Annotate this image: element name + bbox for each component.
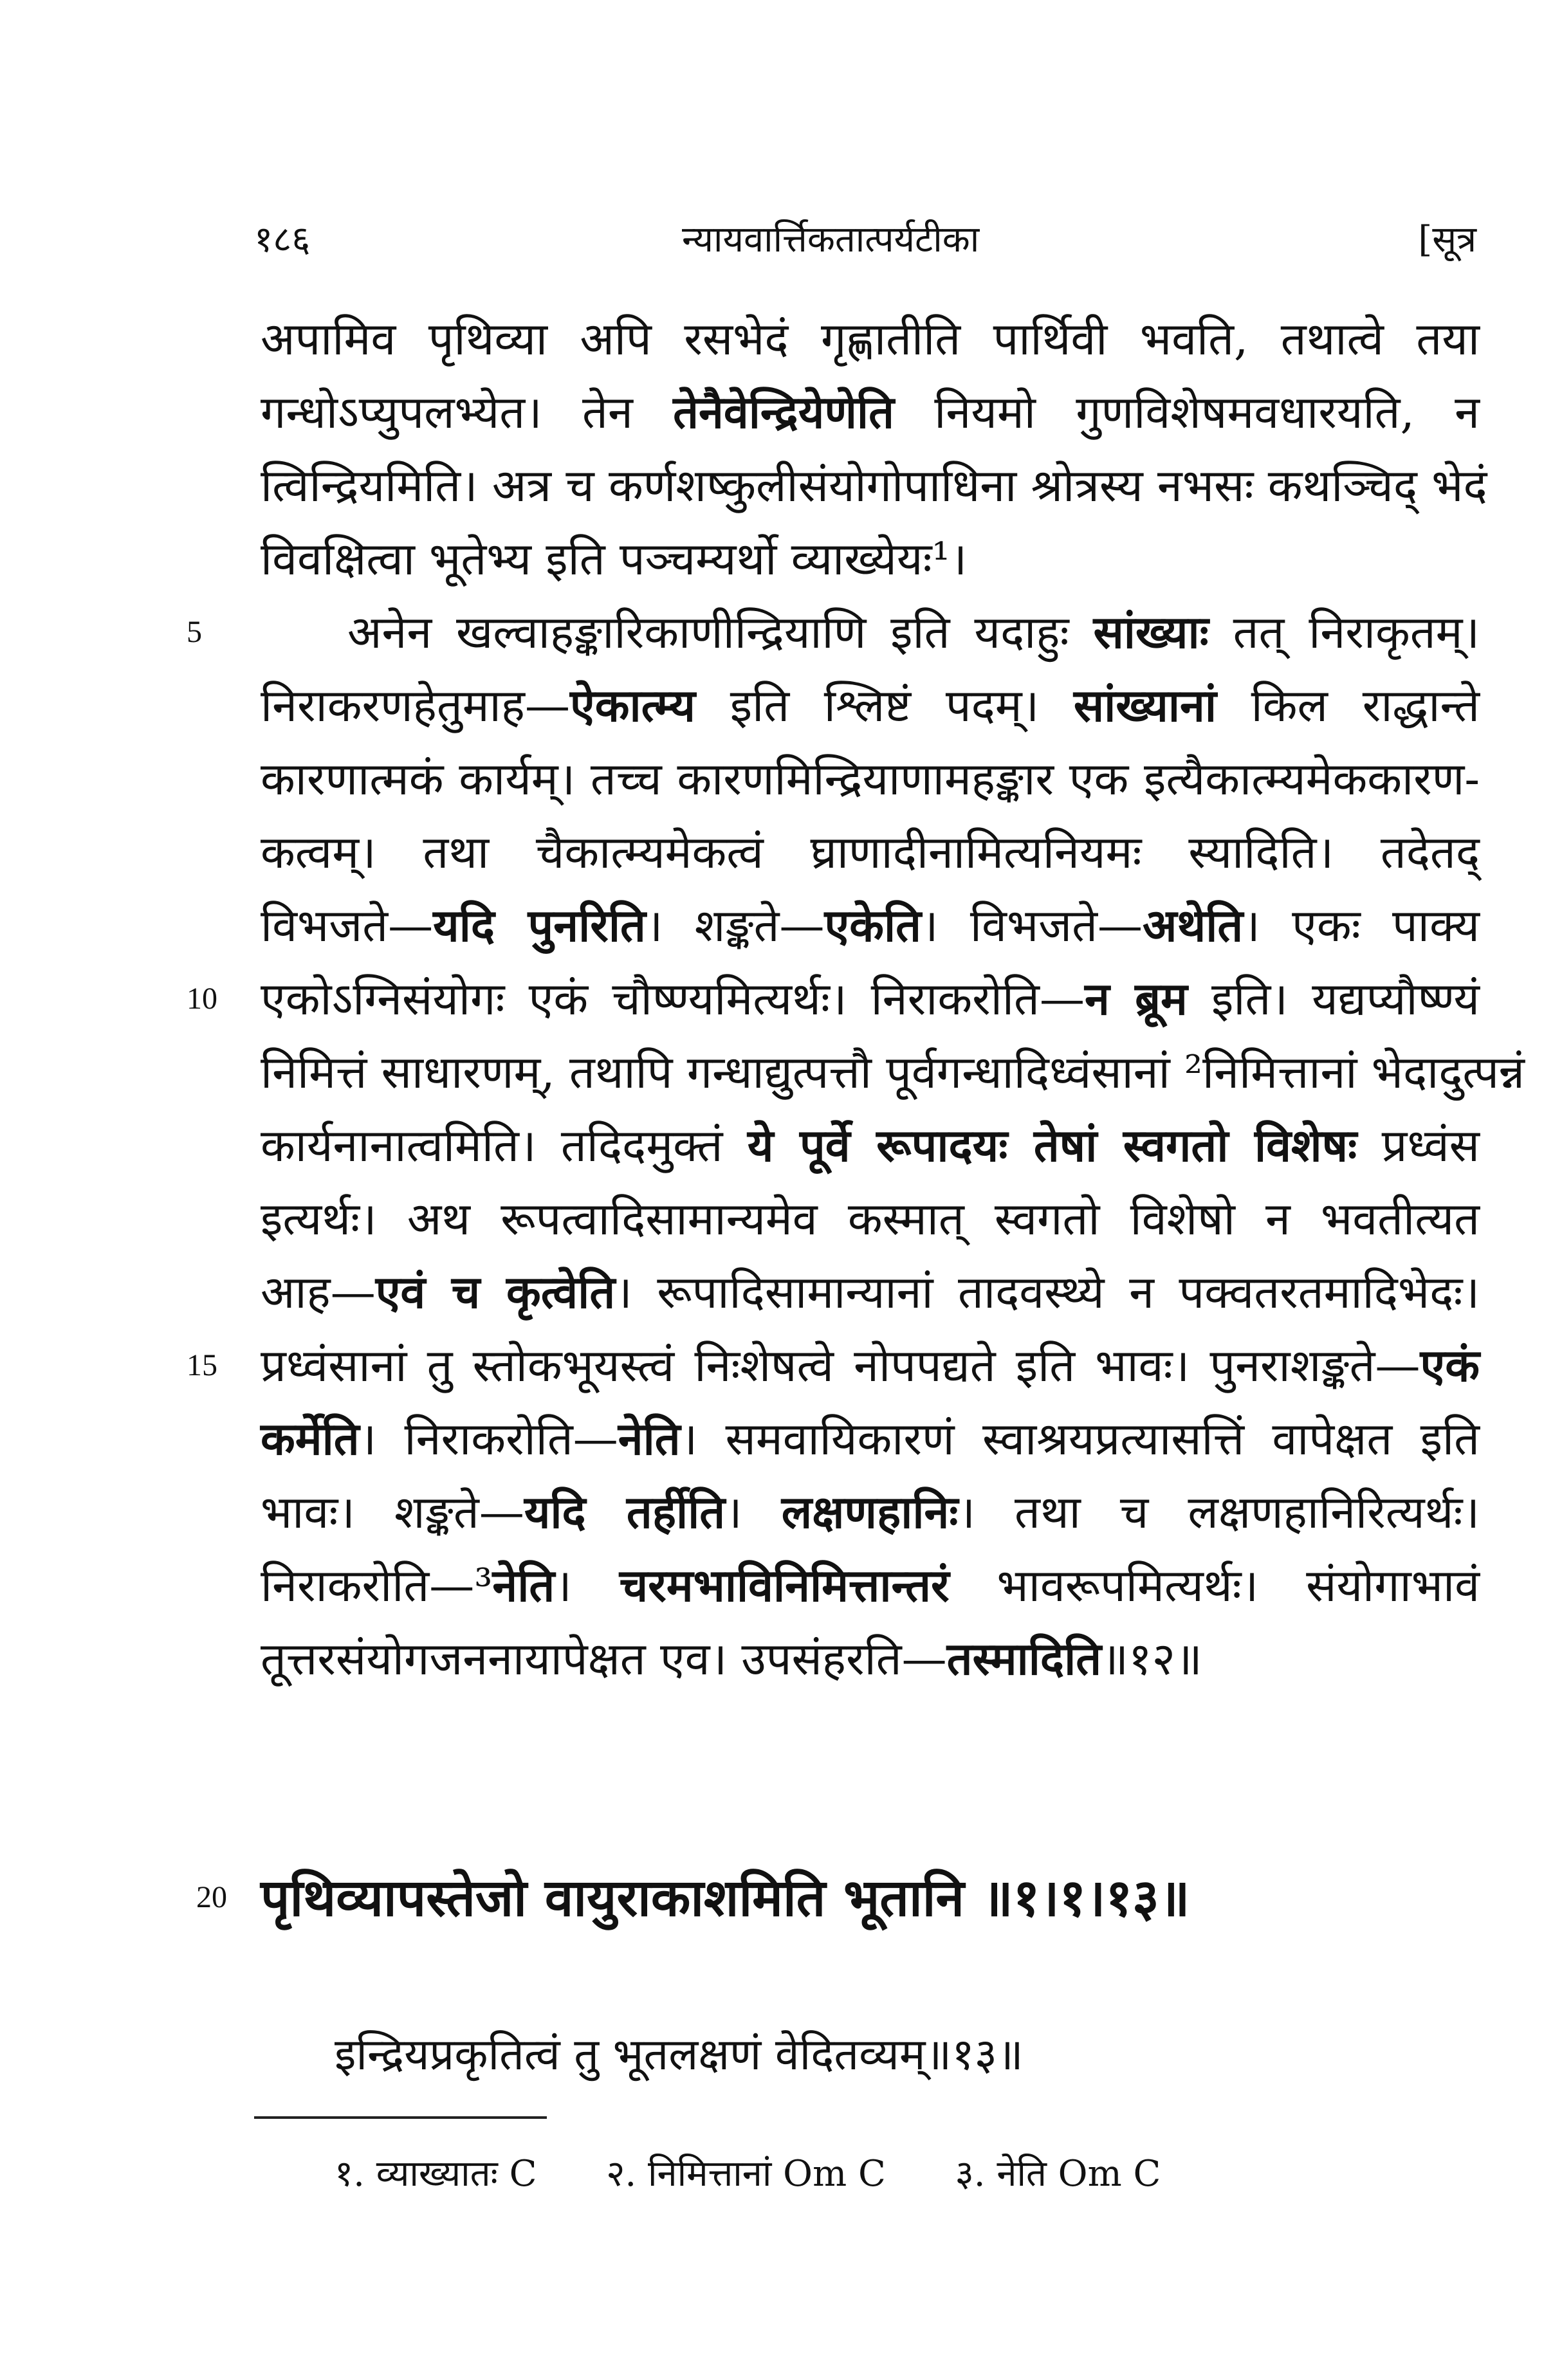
sutra-text: पृथिव्यापस्तेजो वायुराकाशमिति भूतानि ॥१।१।१३॥ — [261, 1867, 1190, 1928]
text-line: कर्मेति। निराकरोति—नेति। समवायिकारणं स्वाश्रयप्रत्यासत्तिं वापेक्षत इति — [261, 1412, 1480, 1465]
text-line: आह—एवं च कृत्वेति। रूपादिसामान्यानां तादवस्थ्ये न पक्वतरतमादिभेदः। — [261, 1265, 1480, 1319]
footnote-divider — [254, 2116, 547, 2119]
running-title: न्यायवार्त्तिकतात्पर्यटीका — [682, 219, 980, 261]
text-line: 15 प्रध्वंसानां तु स्तोकभूयस्त्वं निःशेषत्वे नोपपद्यते इति भावः। पुनराशङ्कते—एकं — [261, 1329, 1480, 1402]
commentary-body — [187, 302, 1525, 1696]
text-line: कारणात्मकं कार्यम्। तच्च कारणमिन्द्रियाणामहङ्कार एक इत्यैकात्म्यमेककारण- — [261, 753, 1480, 805]
sutra-heading — [196, 1853, 1419, 1943]
section-label: [सूत्र — [1418, 219, 1476, 261]
text-line: तूत्तरसंयोगजननायापेक्षत एव। उपसंहरति—तस्मादिति॥१२॥ — [261, 1632, 1202, 1685]
line-number: 15 — [187, 1348, 217, 1382]
footnotes — [335, 2142, 1364, 2206]
footnote: १. व्याख्यातः C — [335, 2153, 537, 2195]
text-line: इत्यर्थः। अथ रूपत्वादिसामान्यमेव कस्मात् स्वगतो विशेषो न भवतीत्यत — [261, 1193, 1480, 1245]
text-line: निमित्तं साधारणम्, तथापि गन्धाद्युत्पत्तौ पूर्वगन्धादिध्वंसानां ²निमित्तानां भेदादुत्पन्नं — [261, 1046, 1525, 1099]
text-line: विवक्षित्वा भूतेभ्य इति पञ्चम्यर्थो व्याख्येयः¹। — [261, 533, 968, 585]
page-number: १८६ — [254, 219, 311, 261]
line-number: 5 — [187, 615, 202, 649]
text-line: 10 एकोऽग्निसंयोगः एकं चौष्ण्यमित्यर्थः। निराकरोति—न ब्रूम इति। यद्यप्यौष्ण्यं — [261, 962, 1480, 1036]
bhashya-text: इन्द्रियप्रकृतित्वं तु भूतलक्षणं वेदितव्यम्॥१३॥ — [335, 2029, 1024, 2080]
text-line: कत्वम्। तथा चैकात्म्यमेकत्वं घ्राणादीनामित्यनियमः स्यादिति। तदेतद् — [261, 826, 1480, 879]
footnote: २. निमित्तानां Om C — [606, 2153, 886, 2195]
line-number: 20 — [196, 1880, 227, 1914]
line-number: 10 — [187, 982, 217, 1016]
text-line: भावः। शङ्कते—यदि तर्हीति। लक्षणहानिः। तथा च लक्षणहानिरित्यर्थः। — [261, 1485, 1480, 1539]
text-line: निराकरणहेतुमाह—ऐकात्म्य इति श्लिष्टं पदम्। सांख्यानां किल राद्धान्ते — [261, 679, 1480, 732]
text-line: निराकरोति—³नेति। चरमभाविनिमित्तान्तरं भावरूपमित्यर्थः। संयोगाभावं — [261, 1559, 1480, 1612]
text-line: 5 अनेन खल्वाहङ्कारिकाणीन्द्रियाणि इति यदाहुः सांख्याः तत् निराकृतम्। — [261, 596, 1480, 669]
text-line: विभजते—यदि पुनरिति। शङ्कते—एकेति। विभजते—अथेति। एकः पाक्य — [261, 899, 1480, 952]
text-line: गन्धोऽप्युपलभ्येत। तेन तेनैवेन्द्रियेणेति नियमो गुणविशेषमवधारयति, न — [261, 385, 1480, 439]
text-line: अपामिव पृथिव्या अपि रसभेदं गृह्णातीति पार्थिवी भवति, तथात्वे तया — [261, 313, 1480, 365]
running-header — [254, 214, 1476, 271]
text-line: कार्यनानात्वमिति। तदिदमुक्तं ये पूर्वे रूपादयः तेषां स्वगतो विशेषः प्रध्वंस — [261, 1119, 1480, 1172]
text-line: त्विन्द्रियमिति। अत्र च कर्णशष्कुलीसंयोगोपाधिना श्रोत्रस्य नभसः कथञ्चिद् भेदं — [261, 459, 1487, 512]
footnote: ३. नेति Om C — [955, 2153, 1161, 2195]
